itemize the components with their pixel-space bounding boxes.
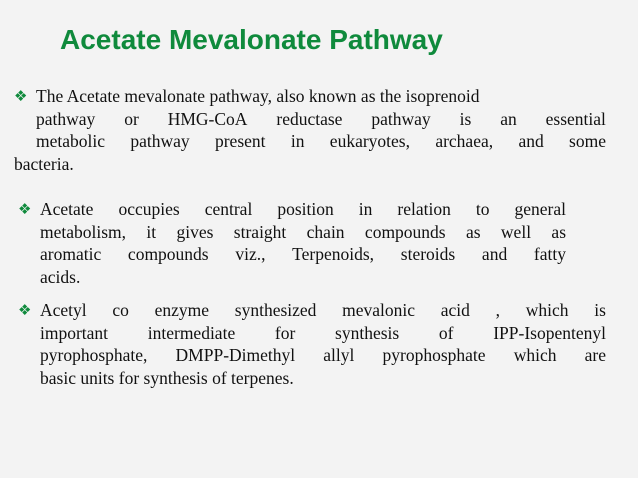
word: as [465, 221, 481, 242]
word: steroids [400, 244, 456, 264]
word: an [500, 108, 517, 129]
word: pyrophosphate, [40, 345, 148, 365]
paragraph-2-line-4: acids. [40, 266, 81, 287]
word: acid [440, 300, 470, 320]
word: fatty [533, 244, 566, 264]
word: Acetate [40, 199, 94, 219]
word: aromatic [40, 244, 102, 264]
paragraph-1-line-1: The Acetate mevalonate pathway, also known as the isoprenoid [36, 86, 480, 106]
paragraph-2-line-2 [18, 221, 566, 244]
word: to [475, 199, 490, 219]
word: is [594, 300, 606, 320]
word: occupies [118, 199, 180, 219]
word: compounds [127, 244, 209, 264]
word: mevalonic [342, 300, 416, 320]
word: and [481, 244, 508, 264]
paragraph-1-line-4: bacteria. [14, 153, 74, 174]
paragraph-3-line-2 [18, 322, 606, 345]
word: or [124, 108, 139, 129]
word: viz., [235, 244, 266, 264]
word: co [112, 300, 129, 320]
word: in [358, 199, 373, 219]
word: , [495, 300, 500, 320]
word: synthesized [234, 300, 317, 320]
word: chain [306, 221, 345, 242]
paragraph-2-line-3 [18, 243, 566, 266]
word: DMPP-Dimethyl [175, 345, 296, 365]
word: archaea, [435, 131, 494, 151]
paragraph-1-line-2 [14, 108, 606, 131]
word: which [525, 300, 569, 320]
word: and [518, 131, 544, 151]
word: of [438, 322, 454, 343]
word: are [584, 345, 606, 365]
diamond-bullet-icon: ❖ [18, 200, 32, 218]
word: position [277, 199, 334, 219]
paragraph-2 [18, 198, 566, 288]
word: as [551, 221, 566, 242]
paragraph-1 [14, 85, 606, 175]
word: enzyme [154, 300, 210, 320]
slide-title: Acetate Mevalonate Pathway [60, 24, 443, 55]
word: compounds [364, 221, 446, 242]
paragraph-3-line-4: basic units for synthesis of terpenes. [40, 367, 294, 388]
diamond-bullet-icon: ❖ [18, 301, 32, 319]
word: straight [233, 221, 287, 242]
paragraph-3-line-1 [40, 299, 606, 322]
word: reductase [276, 108, 343, 129]
word: allyl [323, 345, 355, 365]
paragraph-2-line-1 [40, 198, 566, 221]
paragraph-1-line-3 [14, 130, 606, 153]
word: some [569, 131, 606, 151]
word: Acetyl [40, 300, 87, 320]
word: metabolic [36, 131, 106, 151]
word: it [146, 221, 157, 242]
paragraph-3 [18, 299, 606, 389]
word: eukaryotes, [329, 131, 410, 151]
word: pathway [130, 131, 190, 151]
word: which [513, 345, 557, 365]
word: is [459, 108, 472, 129]
word: IPP-Isopentenyl [493, 322, 606, 343]
word: pyrophosphate [382, 345, 486, 365]
paragraph-3-line-3 [18, 344, 606, 367]
word: well [500, 221, 532, 242]
word: important [40, 322, 109, 343]
word: general [514, 199, 566, 219]
word: central [204, 199, 253, 219]
word: HMG-CoA [167, 108, 248, 129]
word: pathway [36, 108, 96, 129]
word: metabolism, [40, 221, 127, 242]
word: gives [176, 221, 214, 242]
word: essential [545, 108, 606, 129]
word: synthesis [335, 322, 400, 343]
word: pathway [371, 108, 431, 129]
word: present [214, 131, 266, 151]
word: Terpenoids, [292, 244, 375, 264]
word: relation [397, 199, 451, 219]
word: for [274, 322, 296, 343]
word: intermediate [147, 322, 236, 343]
diamond-bullet-icon: ❖ [14, 87, 28, 105]
word: in [290, 131, 305, 151]
